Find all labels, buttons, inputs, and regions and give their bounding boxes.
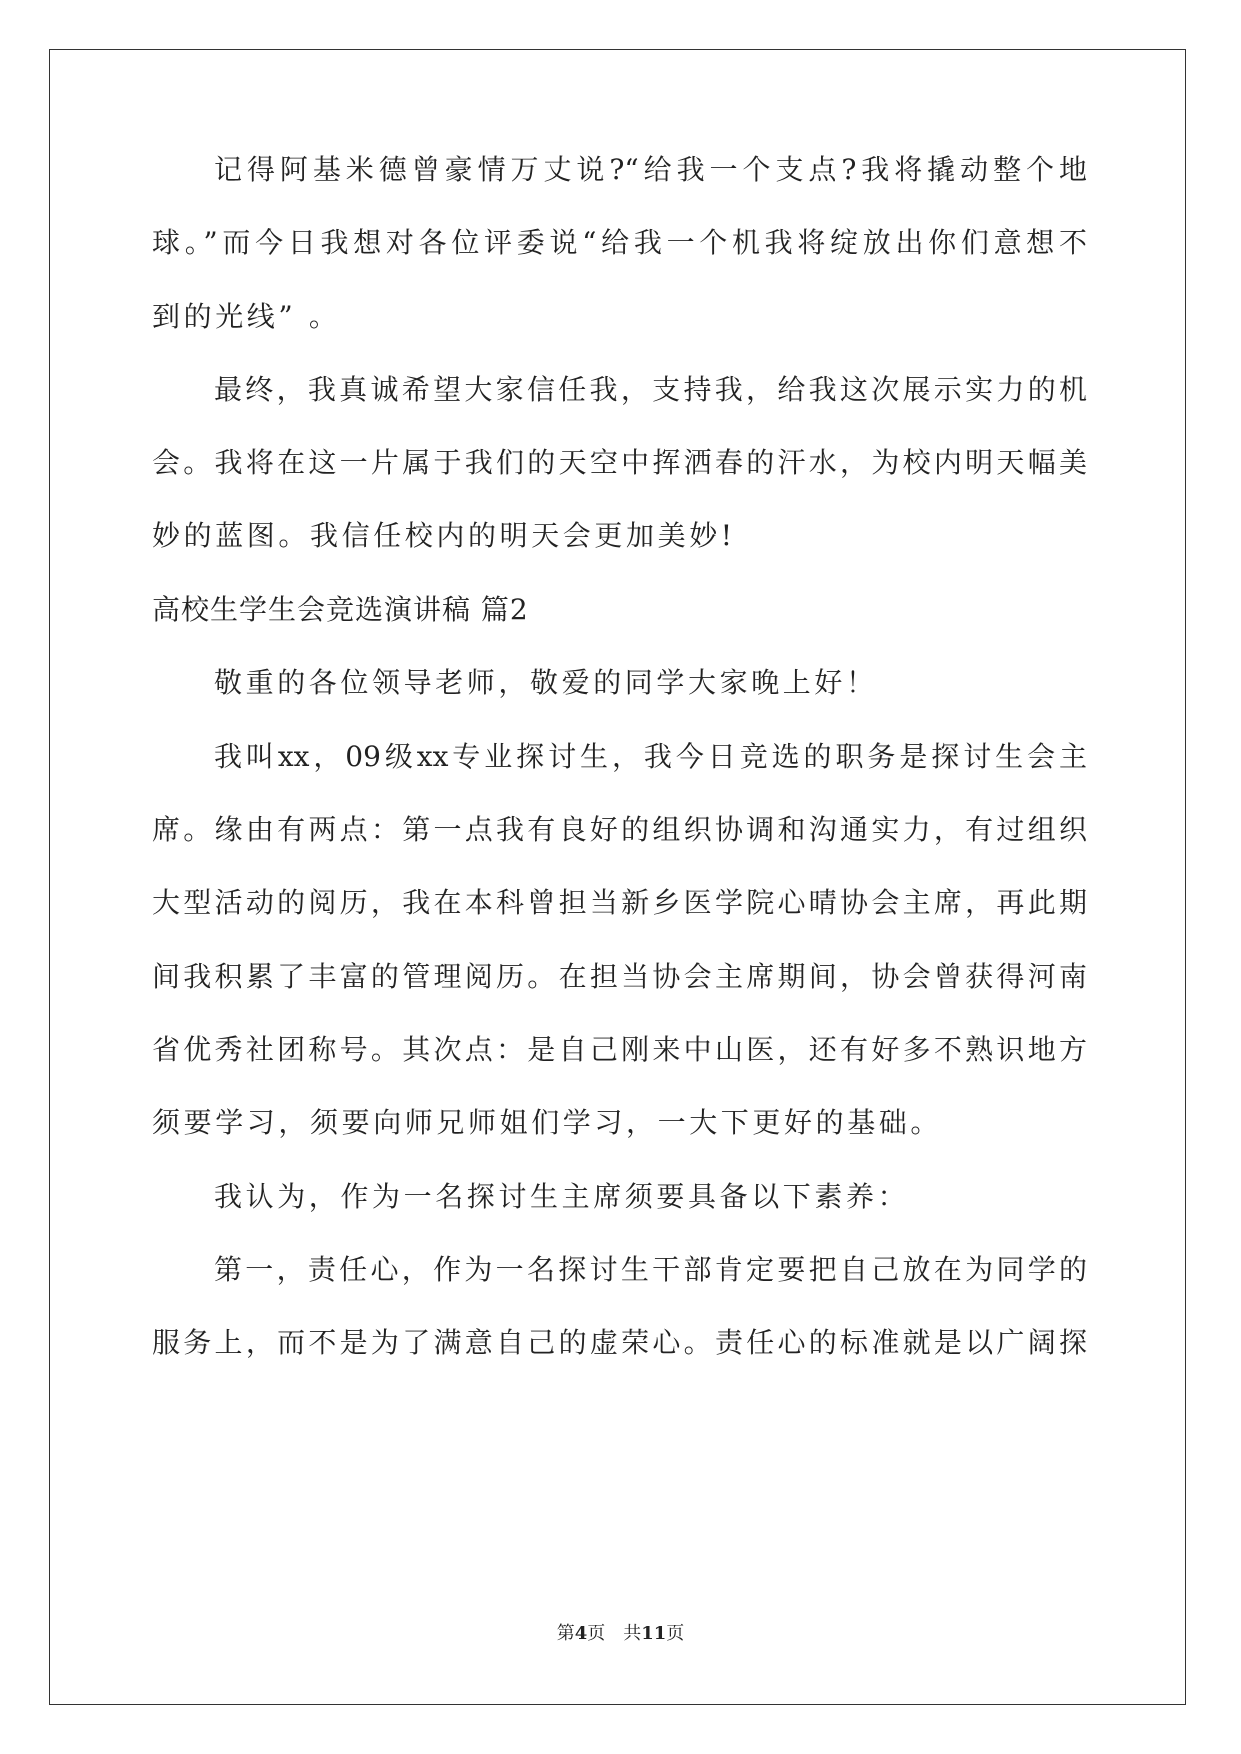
paragraph-line: 记得阿基米德曾豪情万丈说?“给我一个支点?我将撬动整个地	[214, 153, 1087, 186]
footer-suffix: 页	[666, 1623, 685, 1644]
footer-prefix: 第	[556, 1623, 575, 1644]
paragraph-line: 妙的蓝图。我信任校内的明天会更加美妙!	[152, 519, 736, 552]
paragraph-line: 我认为，作为一名探讨生主席须要具备以下素养：	[214, 1180, 910, 1213]
paragraph-line: 会。我将在这一片属于我们的天空中挥洒春的汗水，为校内明天幅美	[152, 446, 1087, 479]
paragraph-line: 敬重的各位领导老师，敬爱的同学大家晚上好！	[214, 666, 878, 699]
paragraph-line: 我叫xx，09级xx专业探讨生，我今日竞选的职务是探讨生会主	[214, 740, 1087, 773]
page-footer	[0, 1622, 1241, 1646]
paragraph-line: 球。”而今日我想对各位评委说“给我一个机我将绽放出你们意想不	[152, 226, 1087, 259]
paragraph-line: 省优秀社团称号。其次点：是自己刚来中山医，还有好多不熟识地方	[152, 1033, 1087, 1066]
paragraph-line: 大型活动的阅历，我在本科曾担当新乡医学院心晴协会主席，再此期	[152, 886, 1087, 919]
section-heading: 高校生学生会竞选演讲稿 篇2	[152, 593, 529, 626]
footer-page-number: 4	[574, 1623, 588, 1644]
paragraph-line: 服务上，而不是为了满意自己的虚荣心。责任心的标准就是以广阔探	[152, 1326, 1087, 1359]
paragraph-line: 第一，责任心，作为一名探讨生干部肯定要把自己放在为同学的	[214, 1253, 1087, 1286]
paragraph-line: 席。缘由有两点：第一点我有良好的组织协调和沟通实力，有过组织	[152, 813, 1087, 846]
paragraph-line: 须要学习，须要向师兄师姐们学习，一大下更好的基础。	[152, 1106, 943, 1139]
paragraph-line: 间我积累了丰富的管理阅历。在担当协会主席期间，协会曾获得河南	[152, 960, 1087, 993]
footer-mid: 页 共	[587, 1623, 642, 1644]
footer-total-pages: 11	[641, 1623, 667, 1644]
paragraph-line: 到的光线” 。	[152, 300, 341, 333]
paragraph-line: 最终，我真诚希望大家信任我，支持我，给我这次展示实力的机	[214, 373, 1087, 406]
